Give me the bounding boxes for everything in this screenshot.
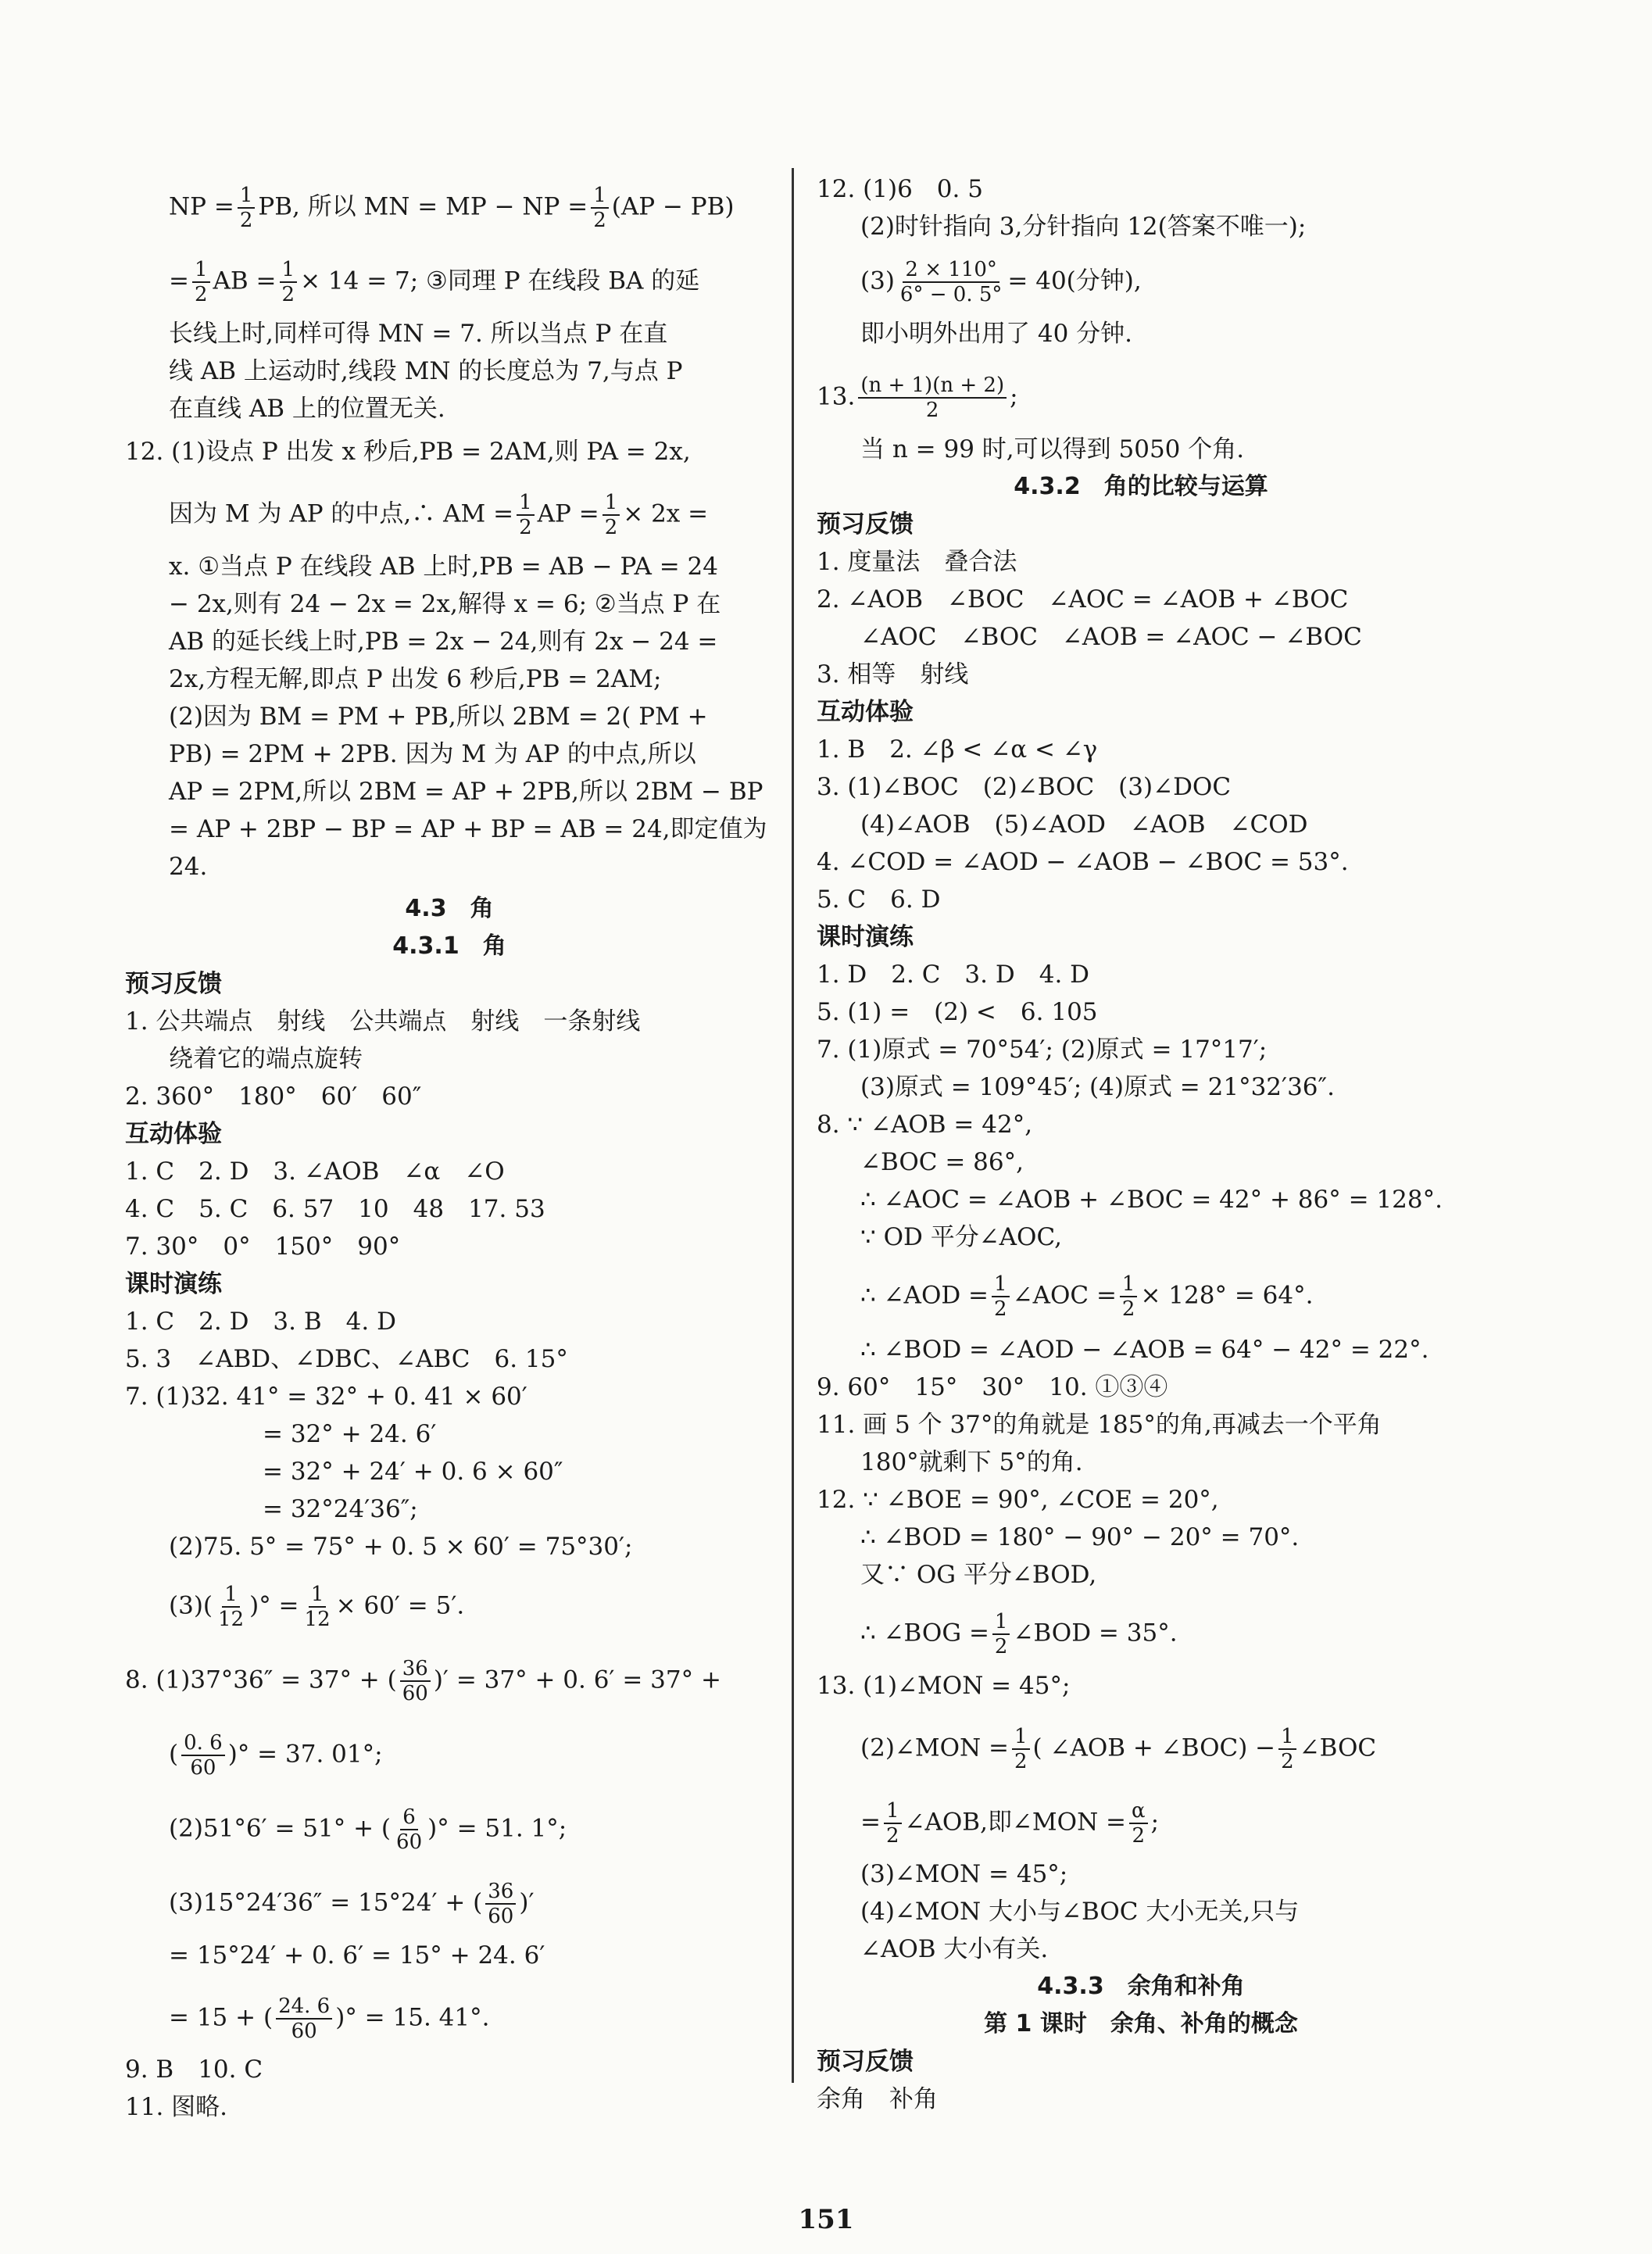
line: 8. ∵ ∠AOB = 42°, <box>817 1111 1033 1139</box>
line: AB 的延长线上时,PB = 2x − 24,则有 2x − 24 = <box>169 628 718 656</box>
line: = $\frac{1}{2}$ AB = $\frac{1}{2}$ × 14 = 7; ③同理 P 在线段 BA 的延 <box>169 258 700 306</box>
line: 9. 60° 15° 30° 10. ①③④ <box>817 1373 1168 1401</box>
line: 4. C 5. C 6. 57 10 48 17. 53 <box>125 1195 545 1223</box>
section-heading: 预习反馈 <box>817 2048 914 2076</box>
line: 即小明外出用了 40 分钟. <box>860 320 1133 348</box>
section-heading: 预习反馈 <box>817 510 914 538</box>
line: − 2x,则有 24 − 2x = 2x,解得 x = 6; ②当点 P 在 <box>169 590 721 618</box>
line: 5. C 6. D <box>817 886 941 914</box>
line: 13. $\frac{(n + 1)(n + 2)}{2}$ ; <box>817 374 1018 422</box>
line: 又∵ OG 平分∠BOD, <box>860 1561 1097 1589</box>
line: ∵ OD 平分∠AOC, <box>860 1223 1062 1251</box>
line: = AP + 2BP − BP = AP + BP = AB = 24,即定值为 <box>169 815 767 843</box>
line: (3)∠MON = 45°; <box>860 1860 1068 1888</box>
line: = 15 + ( $\frac{24. 6}{60}$ )° = 15. 41°. <box>169 1995 490 2043</box>
fraction: $\frac{1}{2}$ <box>1120 1272 1138 1321</box>
line: = 15°24′ + 0. 6′ = 15° + 24. 6′ <box>169 1941 545 1970</box>
fraction: $\frac{1}{2}$ <box>517 491 535 539</box>
line: ∠BOC = 86°, <box>860 1148 1024 1176</box>
line: 1. C 2. D 3. ∠AOB ∠α ∠O <box>125 1157 505 1186</box>
line: (2)51°6′ = 51° + ( $\frac{6}{60}$ )° = 51. 1°; <box>169 1805 567 1854</box>
line: 4. ∠COD = ∠AOD − ∠AOB − ∠BOC = 53°. <box>817 848 1349 876</box>
line: 在直线 AB 上的位置无关. <box>169 395 445 423</box>
section-heading: 课时演练 <box>125 1270 222 1298</box>
fraction: $\frac{1}{2}$ <box>238 184 256 232</box>
line: AP = 2PM,所以 2BM = AP + 2PB,所以 2BM − BP <box>169 778 763 806</box>
line: ∠AOB 大小有关. <box>860 1935 1049 1963</box>
line: 5. (1) = (2) < 6. 105 <box>817 998 1098 1026</box>
line: 1. D 2. C 3. D 4. D <box>817 961 1090 989</box>
section-title: 第 1 课时 余角、补角的概念 <box>984 2010 1298 2038</box>
line: PB) = 2PM + 2PB. 因为 M 为 AP 的中点,所以 <box>169 740 696 768</box>
line: ∴ ∠AOD = $\frac{1}{2}$ ∠AOC = $\frac{1}{2}$ × 128° = 64°. <box>860 1272 1314 1321</box>
line: (4)∠AOB (5)∠AOD ∠AOB ∠COD <box>860 810 1308 839</box>
line: 11. 图略. <box>125 2093 228 2121</box>
fraction: $\frac{1}{2}$ <box>1278 1725 1296 1773</box>
section-title: 4.3.1 角 <box>392 932 506 960</box>
line: 13. (1)∠MON = 45°; <box>817 1672 1071 1700</box>
fraction: $\frac{1}{12}$ <box>304 1583 331 1631</box>
line: 2. ∠AOB ∠BOC ∠AOC = ∠AOB + ∠BOC <box>817 585 1349 614</box>
line: (2)∠MON = $\frac{1}{2}$ ( ∠AOB + ∠BOC) − $\frac{1}{2}$ ∠BOC <box>860 1725 1377 1773</box>
line: ∴ ∠BOG = $\frac{1}{2}$ ∠BOD = 35°. <box>860 1610 1178 1658</box>
line: ( $\frac{0. 6}{60}$ )° = 37. 01°; <box>169 1731 383 1780</box>
fraction: $\frac{1}{12}$ <box>218 1583 245 1631</box>
fraction: $\frac{1}{2}$ <box>884 1799 902 1848</box>
line: 1. 度量法 叠合法 <box>817 548 1017 576</box>
line: (3)15°24′36″ = 15°24′ + ( $\frac{36}{60}$ )′ <box>169 1880 535 1928</box>
fraction: $\frac{1}{2}$ <box>1012 1725 1030 1773</box>
line: 线 AB 上运动时,线段 MN 的长度总为 7,与点 P <box>169 357 683 385</box>
line: = 32° + 24′ + 0. 6 × 60″ <box>263 1458 563 1486</box>
fraction: $\frac{1}{2}$ <box>992 1610 1010 1658</box>
line: (3)( $\frac{1}{12}$ )° = $\frac{1}{12}$ × 60′ = 5′. <box>169 1583 465 1631</box>
line: (4)∠MON 大小与∠BOC 大小无关,只与 <box>860 1898 1300 1926</box>
line: (3) $\frac{2 \times 110^\circ}{6^\circ - 0. 5^\circ}$ = 40(分钟), <box>860 258 1142 306</box>
page-number: 151 <box>798 2204 854 2235</box>
section-title: 4.3.3 余角和补角 <box>1037 1973 1245 2000</box>
line: 3. 相等 射线 <box>817 660 969 689</box>
line: 12. (1)设点 P 出发 x 秒后,PB = 2AM,则 PA = 2x, <box>125 438 691 466</box>
line: 7. (1)32. 41° = 32° + 0. 41 × 60′ <box>125 1383 527 1411</box>
section-title: 4.3.2 角的比较与运算 <box>1014 473 1268 500</box>
line: 1. C 2. D 3. B 4. D <box>125 1308 396 1336</box>
line: 11. 画 5 个 37°的角就是 185°的角,再减去一个平角 <box>817 1411 1382 1439</box>
fraction: $\frac{(n + 1)(n + 2)}{2}$ <box>858 374 1007 422</box>
line: 7. 30° 0° 150° 90° <box>125 1233 401 1261</box>
line: 余角 补角 <box>817 2085 938 2113</box>
section-title: 4.3 角 <box>405 895 494 922</box>
line: 1. B 2. ∠β < ∠α < ∠γ <box>817 735 1098 764</box>
line: 绕着它的端点旋转 <box>169 1045 363 1073</box>
line: (2)时针指向 3,分针指向 12(答案不唯一); <box>860 213 1307 241</box>
line: ∴ ∠BOD = 180° − 90° − 20° = 70°. <box>860 1523 1300 1551</box>
fraction: $\frac{24. 6}{60}$ <box>276 1995 332 2043</box>
line: (3)原式 = 109°45′; (4)原式 = 21°32′36″. <box>860 1073 1335 1101</box>
column-divider <box>792 168 794 2083</box>
fraction: $\frac{1}{2}$ <box>192 258 210 306</box>
line: 5. 3 ∠ABD、∠DBC、∠ABC 6. 15° <box>125 1345 568 1373</box>
line: 12. (1)6 0. 5 <box>817 175 983 203</box>
line: 2. 360° 180° 60′ 60″ <box>125 1082 422 1111</box>
line: = 32°24′36″; <box>263 1495 418 1523</box>
fraction: $\frac{0. 6}{60}$ <box>181 1731 225 1780</box>
line: 1. 公共端点 射线 公共端点 射线 一条射线 <box>125 1007 641 1036</box>
line: ∠AOC ∠BOC ∠AOB = ∠AOC − ∠BOC <box>860 623 1362 651</box>
line: 3. (1)∠BOC (2)∠BOC (3)∠DOC <box>817 773 1232 801</box>
line: 8. (1)37°36″ = 37° + ( $\frac{36}{60}$ )′ = 37° + 0. 6′ = 37° + <box>125 1657 721 1705</box>
fraction: $\frac{\alpha}{2}$ <box>1129 1799 1148 1848</box>
line: 当 n = 99 时,可以得到 5050 个角. <box>860 435 1245 463</box>
line: (2)75. 5° = 75° + 0. 5 × 60′ = 75°30′; <box>169 1533 633 1561</box>
fraction: $\frac{6}{60}$ <box>396 1805 423 1854</box>
line: = 32° + 24. 6′ <box>263 1420 437 1448</box>
section-heading: 预习反馈 <box>125 970 222 998</box>
line: 12. ∵ ∠BOE = 90°, ∠COE = 20°, <box>817 1486 1219 1514</box>
fraction: $\frac{36}{60}$ <box>485 1880 516 1928</box>
line: 24. <box>169 853 208 881</box>
line: NP = $\frac{1}{2}$ PB, 所以 MN = MP − NP = $\frac{1}{2}$ (AP − PB) <box>169 184 735 232</box>
fraction: $\frac{1}{2}$ <box>280 258 298 306</box>
line: 180°就剩下 5°的角. <box>860 1448 1083 1476</box>
fraction: $\frac{1}{2}$ <box>591 184 609 232</box>
section-heading: 课时演练 <box>817 923 914 951</box>
line: (2)因为 BM = PM + PB,所以 2BM = 2( PM + <box>169 703 708 731</box>
section-heading: 互动体验 <box>817 698 914 726</box>
line: ∴ ∠BOD = ∠AOD − ∠AOB = 64° − 42° = 22°. <box>860 1336 1429 1364</box>
line: 9. B 10. C <box>125 2055 263 2084</box>
line: ∴ ∠AOC = ∠AOB + ∠BOC = 42° + 86° = 128°. <box>860 1186 1443 1214</box>
section-heading: 互动体验 <box>125 1120 222 1148</box>
line: = $\frac{1}{2}$ ∠AOB,即∠MON = $\frac{\alpha}{2}$ ; <box>860 1799 1160 1848</box>
fraction: $\frac{2 \times 110^\circ}{6^\circ - 0. 5^\circ}$ <box>899 258 1003 306</box>
fraction: $\frac{1}{2}$ <box>992 1272 1010 1321</box>
line: 因为 M 为 AP 的中点,∴ AM = $\frac{1}{2}$ AP = $\frac{1}{2}$ × 2x = <box>169 491 709 539</box>
fraction: $\frac{1}{2}$ <box>603 491 620 539</box>
line: 长线上时,同样可得 MN = 7. 所以当点 P 在直 <box>169 320 668 348</box>
line: 7. (1)原式 = 70°54′; (2)原式 = 17°17′; <box>817 1036 1268 1064</box>
line: x. ①当点 P 在线段 AB 上时,PB = AB − PA = 24 <box>169 553 718 581</box>
line: 2x,方程无解,即点 P 出发 6 秒后,PB = 2AM; <box>169 665 662 693</box>
fraction: $\frac{36}{60}$ <box>400 1657 431 1705</box>
